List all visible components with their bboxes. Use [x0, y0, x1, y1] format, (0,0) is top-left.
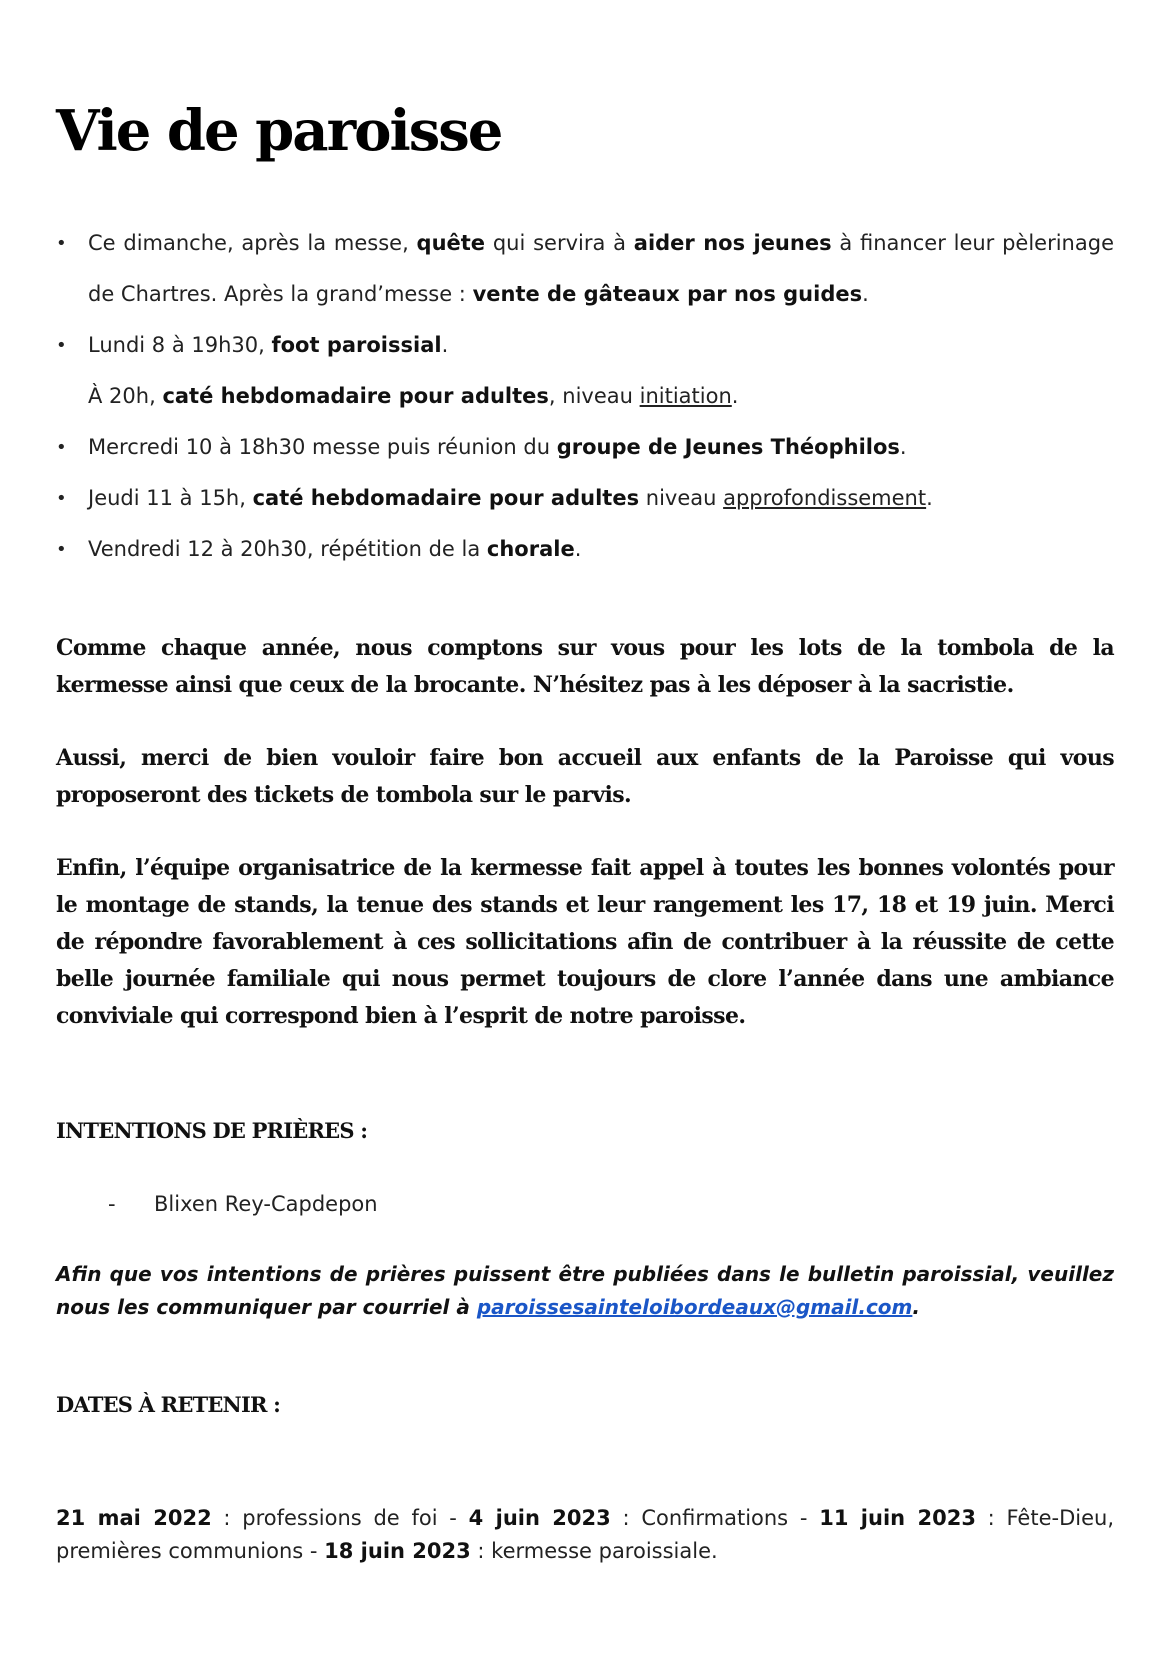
announcements: [56, 630, 1114, 1071]
text-run: Lundi 8 à 19h30,: [88, 333, 272, 357]
event-text: [88, 486, 933, 510]
events-list: [56, 218, 1114, 575]
bullet-icon: •: [56, 488, 67, 509]
text-run: Vendredi 12 à 20h30, répétition de la: [88, 537, 487, 561]
underlined-run: approfondissement: [723, 486, 927, 510]
underlined-run: initiation: [639, 384, 732, 408]
text-run: Mercredi 10 à 18h30 messe puis réunion du: [88, 435, 557, 459]
dates-text: [56, 1502, 1114, 1568]
dates-heading: DATES À RETENIR :: [56, 1392, 281, 1417]
text-run: Jeudi 11 à 15h,: [88, 486, 253, 510]
intention-item: [108, 1192, 378, 1216]
list-item: [56, 320, 1114, 422]
text-run: .: [862, 282, 869, 306]
page-title: Vie de paroisse: [56, 98, 502, 164]
email-link[interactable]: paroissesainteloibordeaux@gmail.com: [476, 1295, 913, 1319]
bold-run: groupe de Jeunes Théophilos: [556, 435, 900, 459]
text-run: : professions de foi -: [211, 1506, 469, 1530]
bold-run: vente de gâteaux par nos guides: [472, 282, 863, 306]
text-run: À 20h,: [88, 384, 163, 408]
text-run: .: [899, 435, 907, 459]
text-run: Ce dimanche, après la messe,: [88, 231, 417, 255]
announcement-paragraph: Comme chaque année, nous comptons sur vous pour les lots de la tombola de la kermesse ainsi que ceux de la brocante. N’hésitez pas à les déposer à la sacristie.: [56, 635, 1114, 698]
event-text: [88, 218, 1114, 320]
text-run: .: [574, 537, 582, 561]
list-item: [56, 524, 1114, 575]
bullet-icon: •: [56, 335, 67, 356]
text-run: .: [926, 486, 933, 510]
announcement-paragraph: Aussi, merci de bien vouloir faire bon accueil aux enfants de la Paroisse qui vous proposeront des tickets de tombola sur le parvis.: [56, 745, 1114, 808]
bold-run: chorale: [486, 537, 575, 561]
bold-run: aider nos jeunes: [633, 231, 832, 255]
intentions-note: [56, 1258, 1114, 1324]
intention-name: Blixen Rey-Capdepon: [154, 1192, 378, 1216]
event-text: [88, 435, 907, 459]
event-subline: [88, 371, 1114, 422]
text-run: .: [731, 384, 739, 408]
bullet-icon: •: [56, 233, 67, 254]
event-text: [88, 320, 1114, 371]
bold-run: quête: [416, 231, 486, 255]
list-item: [56, 218, 1114, 320]
announcement-paragraph: Enfin, l’équipe organisatrice de la kermesse fait appel à toutes les bonnes volontés pour le montage de stands, la tenue des stands et leur rangement les 17, 18 et 19 juin. Merci de répondre favorablement à ces sollicitations afin de contribuer à la réussite de cette belle journée familiale qui nous permet toujours de clore l’année dans une ambiance conviviale qui correspond bien à l’esprit de notre paroisse.: [56, 855, 1114, 1029]
bullet-icon: •: [56, 539, 67, 560]
text-run: à financer leur pèlerinage de Chartres. Après la grand’messe :: [88, 231, 1114, 306]
text-run: : Confirmations -: [610, 1506, 820, 1530]
dash-icon: -: [108, 1192, 116, 1216]
bold-run: 18 juin 2023: [324, 1539, 471, 1563]
bold-run: 11 juin 2023: [819, 1506, 976, 1530]
list-item: [56, 422, 1114, 473]
text-run: .: [912, 1295, 920, 1319]
bullet-icon: •: [56, 437, 67, 458]
text-run: .: [441, 333, 449, 357]
bold-run: caté hebdomadaire pour adultes: [162, 384, 549, 408]
text-run: : kermesse paroissiale.: [470, 1539, 718, 1563]
bold-run: caté hebdomadaire pour adultes: [252, 486, 640, 510]
event-text: [88, 537, 581, 561]
text-run: niveau: [639, 486, 724, 510]
bold-run: 4 juin 2023: [468, 1506, 611, 1530]
list-item: [56, 473, 1114, 524]
bold-run: 21 mai 2022: [56, 1506, 212, 1530]
text-run: qui servira à: [485, 231, 634, 255]
text-run: : Fête-Dieu, premières communions -: [56, 1506, 1114, 1563]
bold-run: foot paroissial: [271, 333, 442, 357]
text-run: , niveau: [548, 384, 640, 408]
intentions-heading: INTENTIONS DE PRIÈRES :: [56, 1118, 368, 1143]
text-run: Afin que vos intentions de prières puissent être publiées dans le bulletin paroissial, veuillez nous les communiquer par courriel à: [56, 1262, 1114, 1319]
